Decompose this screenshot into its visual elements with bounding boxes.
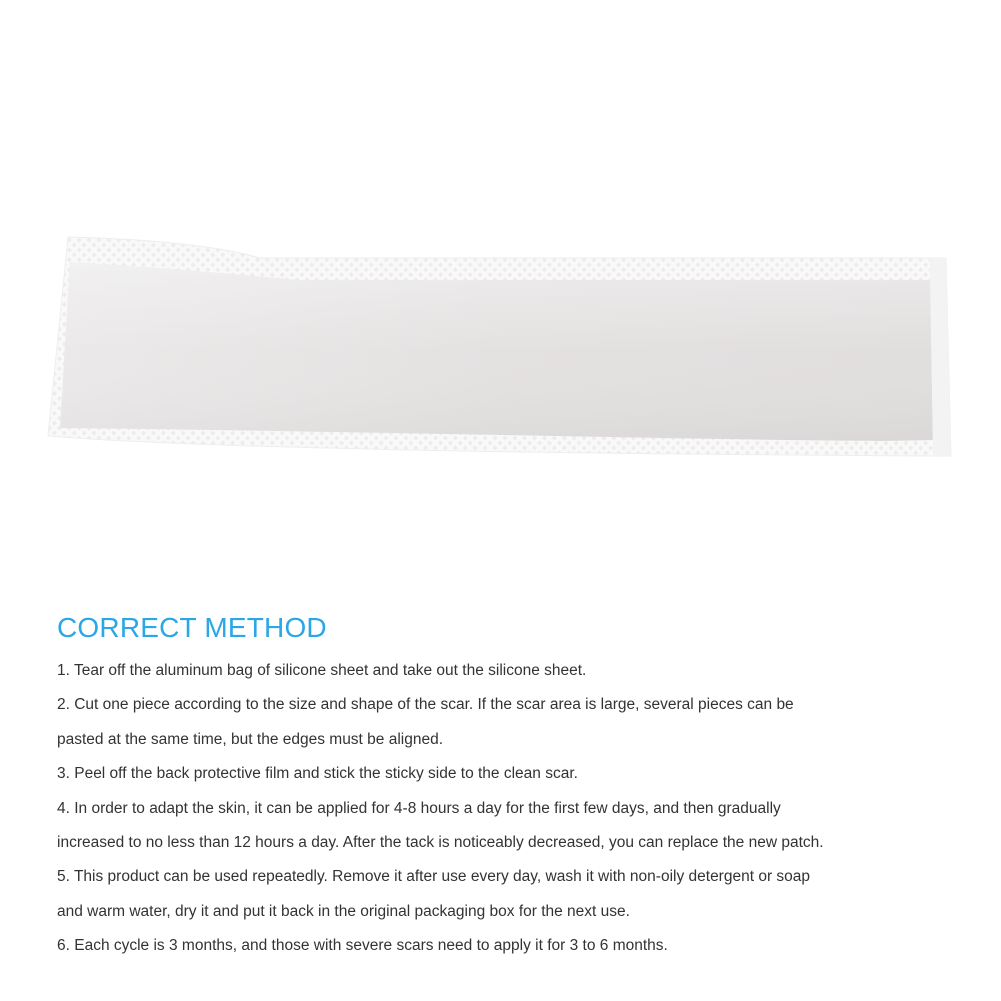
instruction-step [57, 792, 957, 861]
instruction-text: 3. Peel off the back protective film and stick the sticky side to the clean scar. [57, 765, 578, 783]
instruction-text: 2. Cut one piece according to the size and shape of the scar. If the scar area is large, several pieces can be [57, 696, 794, 714]
instruction-text: and warm water, dry it and put it back in the original packaging box for the next use. [57, 902, 630, 920]
instruction-step [57, 757, 957, 791]
instruction-list [57, 654, 957, 964]
instruction-text: 1. Tear off the aluminum bag of silicone sheet and take out the silicone sheet. [57, 662, 587, 679]
instruction-step [57, 929, 957, 963]
instruction-text: pasted at the same time, but the edges must be aligned. [57, 730, 444, 748]
instruction-text: increased to no less than 12 hours a day. After the tack is noticeably decreased, you can replace the new patch. [57, 834, 824, 852]
instruction-text: 5. This product can be used repeatedly. Remove it after use every day, wash it with non-oily detergent or soap [57, 868, 811, 886]
instruction-step [57, 688, 957, 757]
instruction-step [57, 860, 957, 929]
method-title: CORRECT METHOD [57, 612, 327, 643]
instruction-text: 4. In order to adapt the skin, it can be applied for 4-8 hours a day for the first few days, and then gradually [57, 799, 781, 817]
instruction-text: 6. Each cycle is 3 months, and those with severe scars need to apply it for 3 to 6 months. [57, 937, 668, 955]
instruction-step [57, 654, 957, 688]
